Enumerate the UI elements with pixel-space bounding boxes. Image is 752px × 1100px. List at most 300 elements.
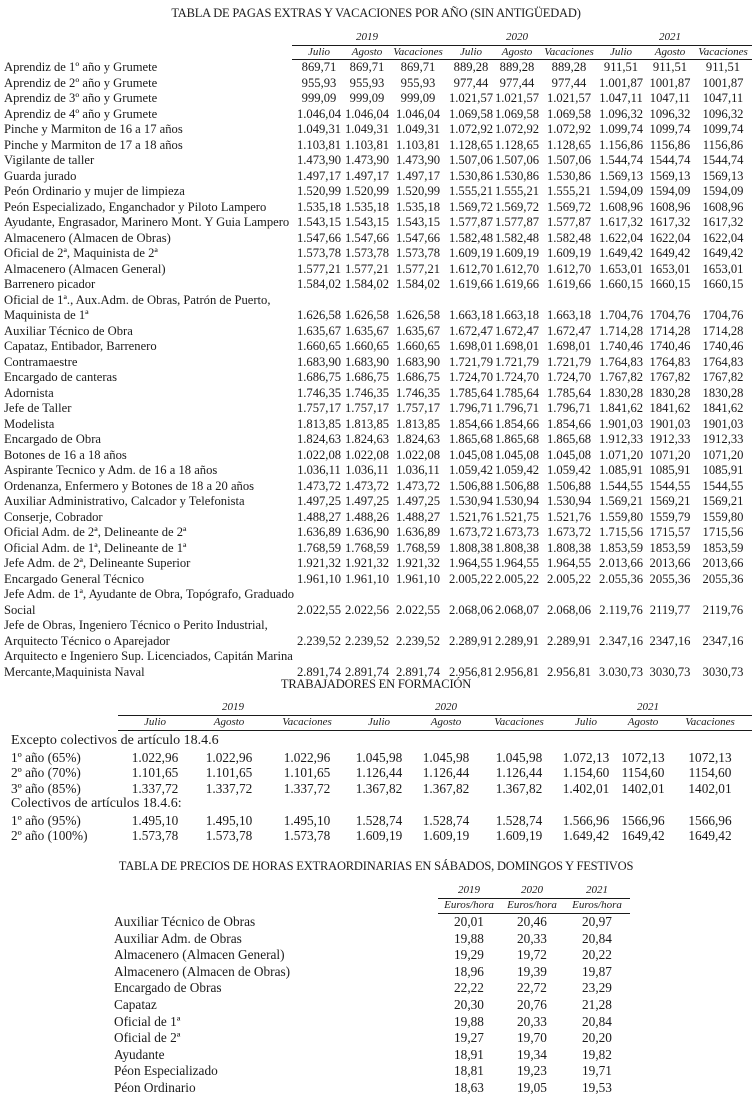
cell-value: 19,39 [517, 963, 547, 979]
column-header: Vacaciones [685, 716, 735, 728]
cell-value: 1.714,28 [598, 323, 644, 338]
cell-value: 1.698,01 [546, 339, 592, 353]
cell-value: 1.566,96 [562, 812, 610, 828]
cell-value: 1.808,38 [448, 540, 494, 555]
cell-value: 2.239,52 [344, 633, 390, 648]
cell-value: 1085,91 [649, 463, 691, 477]
cell-value: 1649,42 [649, 246, 691, 260]
cell-value: 1.582,48 [494, 230, 540, 245]
cell-value: 1559,79 [649, 509, 691, 524]
cell-value: 1.072,92 [494, 122, 540, 136]
cell-value: 1.473,90 [296, 153, 342, 167]
cell-value: 1.047,11 [599, 91, 643, 105]
cell-value: 1.577,21 [344, 261, 390, 276]
cell-value: 1.103,81 [344, 137, 390, 152]
cell-value: 1.622,04 [598, 230, 644, 245]
cell-value: 2.891,74 [296, 664, 342, 679]
cell-value: 1.059,42 [494, 463, 540, 477]
cell-value: 2.022,55 [296, 602, 342, 617]
cell-value: 1.045,08 [494, 447, 540, 462]
cell-value: 1.497,17 [344, 168, 390, 183]
cell-value: 1.961,10 [395, 571, 441, 586]
cell-value: 1.813,85 [344, 416, 390, 431]
cell-value: 1.964,55 [494, 556, 540, 570]
cell-value: 1.636,90 [344, 525, 390, 539]
cell-value: 1.768,59 [296, 540, 342, 555]
cell-value: 1.813,85 [395, 416, 441, 431]
cell-value: 1.961,10 [344, 571, 390, 586]
table2-title: TRABAJADORES EN FORMACIÓN [280, 677, 472, 691]
cell-value: 1715,57 [649, 525, 691, 539]
cell-value: 1.069,58 [546, 106, 592, 121]
cell-value: 2.005,22 [494, 571, 540, 586]
unit-header: Euros/hora [444, 899, 494, 911]
row-label: Ordenanza, Enfermero y Botones de 18 a 20 años [4, 478, 255, 493]
row-label: Contramaestre [4, 354, 78, 369]
cell-value: 3.030,73 [598, 664, 644, 679]
cell-value: 1402,01 [621, 780, 665, 796]
cell-value: 1.103,81 [395, 137, 441, 152]
row-label: Jefe de Taller [4, 401, 72, 415]
cell-value: 1.128,65 [448, 137, 494, 152]
cell-value: 1.473,90 [395, 153, 441, 167]
cell-value: 19,53 [582, 1080, 612, 1095]
cell-value: 1.069,58 [494, 106, 540, 121]
cell-value: 20,20 [582, 1030, 612, 1046]
cell-value: 1001,87 [702, 75, 744, 90]
cell-value: 1.559,80 [598, 509, 644, 524]
cell-value: 1.569,72 [546, 199, 592, 214]
row-label: Péon Especializado [114, 1063, 218, 1079]
cell-value: 20,33 [517, 1013, 547, 1029]
cell-value: 1.497,17 [395, 168, 441, 183]
cell-value: 1.022,96 [283, 749, 331, 765]
cell-value: 1912,33 [702, 432, 744, 446]
cell-value: 1.660,65 [296, 339, 342, 353]
cell-value: 1.547,66 [296, 230, 342, 245]
cell-value: 1.757,17 [344, 401, 390, 415]
cell-value: 19,29 [454, 947, 484, 963]
cell-value: 1.022,96 [205, 749, 253, 765]
unit-header: Euros/hora [507, 899, 557, 911]
cell-value: 955,93 [301, 75, 337, 90]
cell-value: 1.912,33 [598, 432, 644, 446]
row-label: Encargado de Obras [114, 980, 222, 996]
cell-value: 20,30 [454, 997, 484, 1012]
cell-value: 1622,04 [649, 230, 691, 245]
cell-value: 1.569,21 [598, 494, 644, 508]
cell-value: 1.573,78 [283, 828, 331, 843]
row-label: Guarda jurado [4, 168, 77, 183]
cell-value: 1.573,78 [205, 828, 253, 843]
cell-value: 1.128,65 [546, 137, 592, 152]
cell-value: 1.521,75 [494, 509, 540, 524]
cell-value: 1.488,26 [344, 509, 390, 524]
cell-value: 1.865,68 [494, 432, 540, 446]
row-label: Arquitecto e Ingeniero Sup. Licenciados, Capitán Marina [4, 649, 293, 663]
cell-value: 1767,82 [702, 370, 744, 384]
cell-value: 1.649,42 [598, 246, 644, 260]
cell-value: 1.022,96 [131, 749, 179, 765]
row-label: Peón Especializado, Enganchador y Piloto Lampero [4, 199, 267, 214]
cell-value: 1099,74 [649, 122, 691, 136]
cell-value: 1841,62 [702, 401, 744, 415]
cell-value: 1.609,19 [448, 246, 494, 260]
cell-value: 1660,15 [649, 277, 691, 291]
cell-value: 1.672,47 [448, 323, 494, 338]
year-header: 2019 [458, 884, 480, 896]
cell-value: 1.507,06 [546, 153, 592, 167]
cell-value: 1.473,72 [395, 478, 441, 493]
cell-value: 1.724,70 [546, 370, 592, 384]
cell-value: 1.521,76 [546, 509, 592, 524]
cell-value: 1.045,08 [546, 447, 592, 462]
cell-value: 1.488,27 [296, 509, 342, 524]
cell-value: 1.582,48 [448, 230, 494, 245]
cell-value: 1.021,57 [448, 91, 494, 105]
cell-value: 1.757,17 [395, 401, 441, 415]
cell-value: 1.764,83 [598, 354, 644, 369]
cell-value: 1.045,08 [448, 447, 494, 462]
cell-value: 1.126,44 [495, 765, 543, 780]
cell-value: 19,71 [582, 1063, 612, 1079]
cell-value: 21,28 [582, 997, 612, 1012]
cell-value: 1830,28 [649, 385, 691, 400]
cell-value: 1.746,35 [395, 385, 441, 400]
cell-value: 1.796,71 [448, 401, 494, 415]
cell-value: 1566,96 [688, 812, 732, 828]
row-label: Capataz, Entibador, Barrenero [4, 339, 157, 353]
cell-value: 1.724,70 [494, 370, 540, 384]
cell-value: 1.686,75 [296, 370, 342, 384]
cell-value: 1156,86 [702, 137, 744, 152]
cell-value: 889,28 [551, 60, 587, 74]
cell-value: 1.841,62 [598, 401, 644, 415]
cell-value: 1901,03 [649, 416, 691, 431]
cell-value: 1.569,72 [448, 199, 494, 214]
cell-value: 1.569,13 [598, 168, 644, 183]
cell-value: 22,22 [454, 980, 484, 996]
year-header: 2021 [637, 701, 659, 713]
cell-value: 1.612,70 [546, 261, 592, 276]
cell-value: 1649,42 [702, 246, 744, 260]
cell-value: 1714,28 [702, 323, 744, 338]
row-label: 1º año (95%) [11, 812, 81, 828]
cell-value: 1.635,67 [395, 323, 441, 338]
cell-value: 1.830,28 [598, 385, 644, 400]
cell-value: 2.055,36 [598, 571, 644, 586]
cell-value: 1.530,94 [448, 494, 494, 508]
column-header: Vacaciones [393, 46, 443, 58]
cell-value: 1071,20 [649, 447, 691, 462]
column-header: Julio [460, 46, 482, 58]
column-header: Vacaciones [282, 716, 332, 728]
row-label: Oficial Adm. de 1ª, Delineante de 1ª [4, 540, 187, 555]
row-label: Jefe Adm. de 1ª, Ayudante de Obra, Topógrafo, Graduado [4, 587, 295, 601]
row-label: Oficial de 1ª [114, 1013, 181, 1029]
cell-value: 1704,76 [649, 308, 691, 322]
row-label: Botones de 16 a 18 años [4, 447, 127, 462]
cell-value: 1660,15 [702, 277, 744, 291]
unit-header: Euros/hora [572, 899, 622, 911]
cell-value: 911,51 [705, 60, 741, 74]
cell-value: 1072,13 [621, 749, 665, 765]
row-label: Auxiliar Técnico de Obra [4, 323, 133, 338]
cell-value: 1.683,90 [395, 354, 441, 369]
cell-value: 1.663,18 [546, 308, 592, 322]
cell-value: 1.156,86 [598, 137, 644, 152]
cell-value: 1.555,21 [546, 184, 592, 198]
row-label: Aprendiz de 4º año y Grumete [4, 106, 158, 121]
cell-value: 1622,04 [702, 230, 744, 245]
cell-value: 999,09 [301, 91, 337, 105]
cell-value: 2055,36 [702, 571, 744, 586]
row-label: Encargado de canteras [4, 370, 118, 384]
cell-value: 19,05 [517, 1080, 547, 1095]
cell-value: 1912,33 [649, 432, 691, 446]
cell-value: 1.619,66 [494, 277, 540, 291]
cell-value: 1.673,73 [494, 525, 540, 539]
cell-value: 1.649,42 [562, 828, 610, 843]
cell-value: 19,82 [582, 1046, 612, 1062]
cell-value: 1.555,21 [494, 184, 540, 198]
cell-value: 1.865,68 [448, 432, 494, 446]
cell-value: 1.609,19 [355, 828, 403, 843]
cell-value: 977,44 [453, 75, 489, 90]
cell-value: 1.757,17 [296, 401, 342, 415]
cell-value: 1.495,10 [131, 812, 179, 828]
cell-value: 1569,13 [702, 168, 744, 183]
cell-value: 1.046,04 [395, 106, 441, 121]
cell-value: 18,91 [454, 1046, 484, 1062]
cell-value: 1.683,90 [296, 354, 342, 369]
cell-value: 1.921,32 [344, 556, 390, 570]
cell-value: 1.530,86 [448, 168, 494, 183]
cell-value: 1.584,02 [395, 277, 441, 291]
cell-value: 2.239,52 [395, 633, 441, 648]
cell-value: 1649,42 [621, 828, 665, 843]
cell-value: 1.609,19 [546, 246, 592, 260]
group-label: Excepto colectivos de artículo 18.4.6 [11, 733, 219, 748]
cell-value: 19,72 [517, 947, 547, 963]
cell-value: 2.891,74 [395, 664, 441, 679]
cell-value: 1.367,82 [355, 780, 403, 796]
cell-value: 1740,46 [649, 339, 691, 353]
year-header: 2020 [506, 31, 528, 43]
cell-value: 1.619,66 [546, 277, 592, 291]
row-label: Maquinista de 1ª [4, 308, 89, 322]
cell-value: 1.337,72 [283, 780, 331, 796]
cell-value: 1.543,15 [344, 215, 390, 229]
cell-value: 19,88 [454, 930, 484, 946]
cell-value: 1.099,74 [598, 122, 644, 136]
cell-value: 1.617,32 [598, 215, 644, 229]
cell-value: 1.497,25 [395, 494, 441, 508]
cell-value: 19,27 [454, 1030, 484, 1046]
year-header: 2020 [521, 884, 543, 896]
year-header: 2019 [222, 701, 244, 713]
cell-value: 1.964,55 [448, 556, 494, 570]
cell-value: 955,93 [349, 75, 385, 90]
cell-value: 2119,76 [702, 602, 744, 617]
cell-value: 2.956,81 [546, 664, 592, 679]
cell-value: 1544,74 [649, 153, 691, 167]
column-header: Agosto [654, 46, 686, 58]
cell-value: 1.367,82 [422, 780, 470, 796]
cell-value: 1.824,63 [296, 432, 342, 446]
cell-value: 20,84 [582, 930, 612, 946]
cell-value: 1.530,94 [546, 494, 592, 508]
cell-value: 1.072,13 [562, 749, 610, 765]
cell-value: 1.724,70 [448, 370, 494, 384]
cell-value: 1.824,63 [344, 432, 390, 446]
cell-value: 1.046,04 [296, 106, 342, 121]
cell-value: 2.289,91 [494, 633, 540, 648]
cell-value: 2.956,81 [494, 664, 540, 679]
cell-value: 1.609,19 [495, 828, 543, 843]
cell-value: 1.612,70 [494, 261, 540, 276]
cell-value: 1594,09 [649, 184, 691, 198]
cell-value: 1.612,70 [448, 261, 494, 276]
cell-value: 1.865,68 [546, 432, 592, 446]
row-label: Capataz [114, 997, 157, 1012]
cell-value: 2119,77 [649, 602, 691, 617]
cell-value: 1.069,58 [448, 106, 494, 121]
cell-value: 2.239,52 [296, 633, 342, 648]
cell-value: 1071,20 [702, 447, 744, 462]
cell-value: 1.021,57 [494, 91, 540, 105]
column-header: Agosto [351, 46, 383, 58]
row-label: Peón Ordinario y mujer de limpieza [4, 184, 185, 198]
cell-value: 1.626,58 [296, 308, 342, 322]
cell-value: 1.609,19 [422, 828, 470, 843]
cell-value: 1617,32 [649, 215, 691, 229]
cell-value: 1.594,09 [598, 184, 644, 198]
cell-value: 977,44 [551, 75, 587, 90]
cell-value: 1099,74 [702, 122, 744, 136]
row-label: 1º año (65%) [11, 749, 81, 765]
cell-value: 1559,80 [702, 509, 744, 524]
cell-value: 1.901,03 [598, 416, 644, 431]
cell-value: 911,51 [603, 60, 639, 74]
cell-value: 19,87 [582, 963, 612, 979]
column-header: Julio [308, 46, 330, 58]
cell-value: 1.506,88 [448, 478, 494, 493]
cell-value: 1001,87 [649, 75, 691, 90]
cell-value: 1.573,78 [395, 246, 441, 260]
cell-value: 955,93 [400, 75, 436, 90]
cell-value: 1714,28 [649, 323, 691, 338]
cell-value: 1.796,71 [546, 401, 592, 415]
cell-value: 1.154,60 [562, 765, 610, 780]
cell-value: 1.520,99 [344, 184, 390, 198]
row-label: Social [4, 602, 36, 617]
cell-value: 1.808,38 [546, 540, 592, 555]
cell-value: 1.746,35 [344, 385, 390, 400]
cell-value: 1.101,65 [205, 765, 253, 780]
cell-value: 19,70 [517, 1030, 547, 1046]
row-label: Almacenero (Almacen General) [114, 947, 285, 963]
cell-value: 1.796,71 [494, 401, 540, 415]
row-label: Auxiliar Adm. de Obras [114, 930, 242, 946]
cell-value: 2.289,91 [448, 633, 494, 648]
cell-value: 1.961,10 [296, 571, 342, 586]
cell-value: 2347,16 [649, 633, 691, 648]
row-label: Almacenero (Almacen General) [4, 261, 166, 276]
cell-value: 1.660,15 [598, 277, 644, 291]
cell-value: 1.521,76 [448, 509, 494, 524]
cell-value: 1.085,91 [598, 463, 644, 477]
cell-value: 1.577,21 [395, 261, 441, 276]
cell-value: 2.956,81 [448, 664, 494, 679]
cell-value: 2013,66 [649, 556, 691, 570]
cell-value: 1.507,06 [494, 153, 540, 167]
cell-value: 2347,16 [702, 633, 744, 648]
cell-value: 1.049,31 [296, 122, 342, 136]
row-label: Conserje, Cobrador [4, 509, 103, 524]
row-label: 2º año (70%) [11, 765, 81, 780]
cell-value: 1.506,88 [494, 478, 540, 493]
cell-value: 1594,09 [702, 184, 744, 198]
cell-value: 1.785,64 [494, 385, 540, 400]
cell-value: 1.584,02 [296, 277, 342, 291]
cell-value: 1402,01 [688, 780, 732, 796]
cell-value: 1.921,32 [296, 556, 342, 570]
cell-value: 1.046,04 [344, 106, 390, 121]
cell-value: 1.101,65 [283, 765, 331, 780]
cell-value: 869,71 [301, 60, 337, 74]
cell-value: 1.673,72 [546, 525, 592, 539]
cell-value: 1.653,01 [598, 261, 644, 276]
cell-value: 1.584,02 [344, 277, 390, 291]
cell-value: 869,71 [349, 60, 385, 74]
row-label: Ayudante [114, 1046, 165, 1062]
cell-value: 1653,01 [702, 261, 744, 276]
row-label: Aspirante Tecnico y Adm. de 16 a 18 años [4, 463, 218, 477]
year-header: 2021 [586, 884, 608, 896]
cell-value: 1.740,46 [598, 339, 644, 353]
cell-value: 1.573,78 [296, 246, 342, 260]
cell-value: 1.543,15 [296, 215, 342, 229]
cell-value: 1.660,65 [395, 339, 441, 353]
cell-value: 1764,83 [649, 354, 691, 369]
row-label: Oficial Adm. de 2ª, Delineante de 2ª [4, 525, 187, 539]
cell-value: 1.660,65 [344, 339, 390, 353]
cell-value: 1.544,74 [598, 153, 644, 167]
row-label: Auxiliar Técnico de Obras [114, 914, 256, 929]
row-label: Almacenero (Almacen de Obras) [4, 230, 171, 245]
cell-value: 1.636,89 [395, 525, 441, 539]
cell-value: 1608,96 [702, 199, 744, 214]
cell-value: 1608,96 [649, 199, 691, 214]
cell-value: 1.497,17 [296, 168, 342, 183]
cell-value: 1.721,79 [546, 354, 592, 369]
cell-value: 1.698,01 [494, 339, 540, 353]
cell-value: 1901,03 [702, 416, 744, 431]
cell-value: 1.721,79 [494, 354, 540, 369]
cell-value: 1154,60 [688, 765, 732, 780]
cell-value: 1740,46 [702, 339, 744, 353]
cell-value: 1.573,78 [131, 828, 179, 843]
column-header: Agosto [501, 46, 533, 58]
cell-value: 1830,28 [702, 385, 744, 400]
cell-value: 2.119,76 [599, 602, 643, 617]
cell-value: 3030,73 [649, 664, 691, 679]
cell-value: 20,97 [582, 914, 612, 929]
row-label: Vigilante de taller [4, 153, 95, 167]
cell-value: 1.698,01 [448, 339, 494, 353]
cell-value: 1.577,87 [448, 215, 494, 229]
